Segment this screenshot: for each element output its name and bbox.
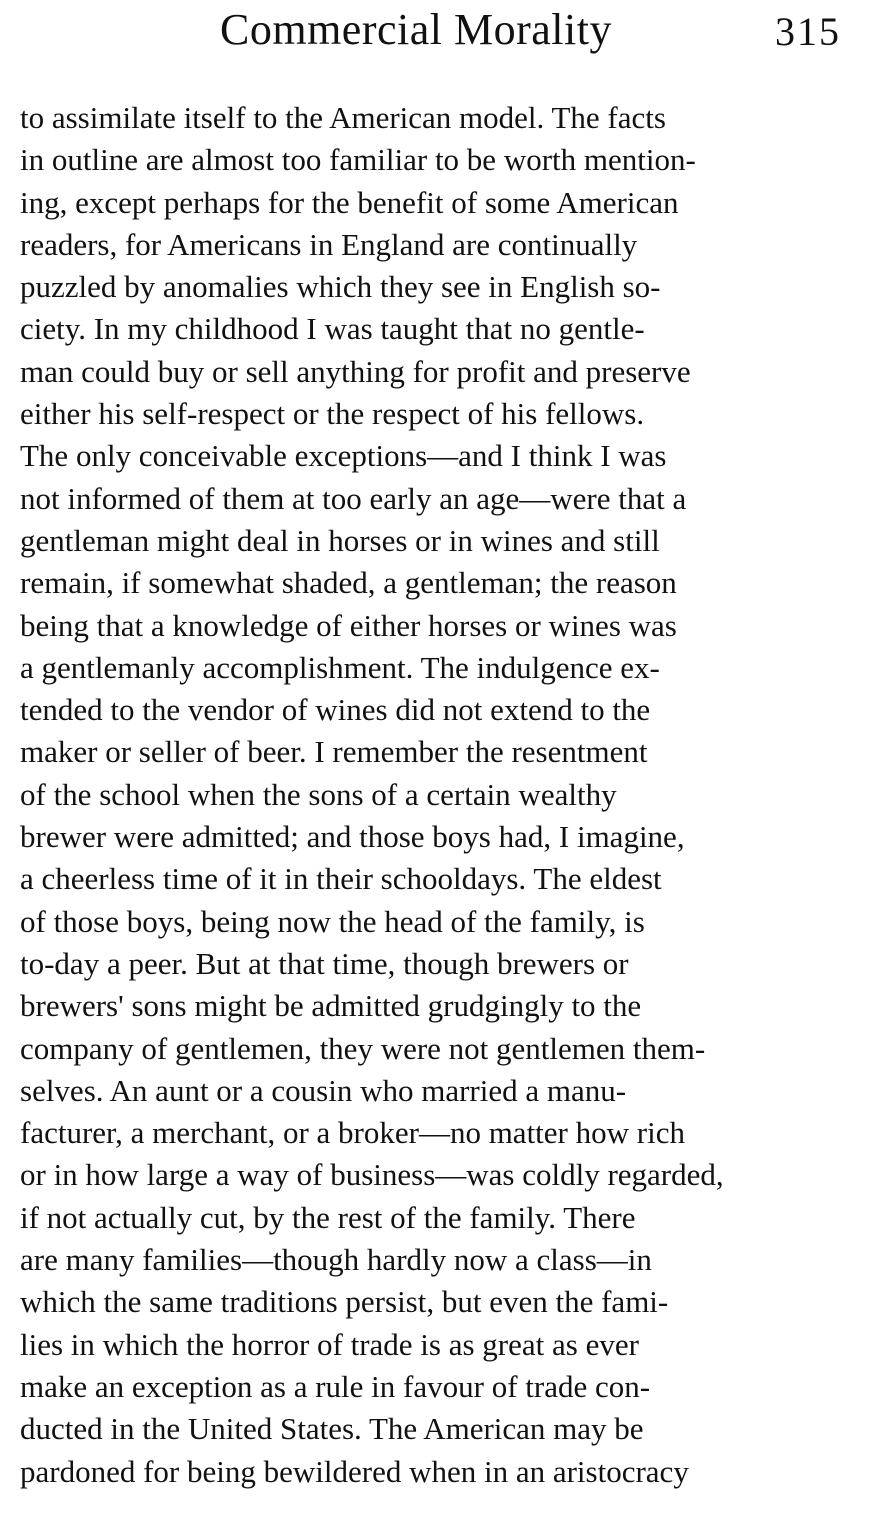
text-line: readers, for Americans in England are continually (20, 226, 638, 262)
text-line: a gentlemanly accomplishment. The indulgence ex- (20, 649, 660, 685)
text-line: lies in which the horror of trade is as great as ever (20, 1326, 639, 1362)
text-line: either his self-respect or the respect of his fellows. (20, 396, 645, 432)
text-line: puzzled by anomalies which they see in English so- (20, 269, 661, 305)
text-line: or in how large a way of business—was coldly regarded, (20, 1157, 724, 1193)
text-line: selves. An aunt or a cousin who married a manu- (20, 1072, 627, 1108)
text-line: The only conceivable exceptions—and I think I was (20, 438, 667, 474)
text-line: are many families—though hardly now a class—in (20, 1242, 652, 1278)
text-line: not informed of them at too early an age—were that a (20, 480, 687, 516)
text-line: brewer were admitted; and those boys had, I imagine, (20, 819, 685, 855)
text-line: facturer, a merchant, or a broker—no matter how rich (20, 1115, 685, 1151)
text-line: of those boys, being now the head of the family, is (20, 903, 645, 939)
text-line: pardoned for being bewildered when in an aristocracy (20, 1453, 689, 1489)
text-line: gentleman might deal in horses or in wines and still (20, 522, 660, 558)
text-line: to-day a peer. But at that time, though brewers or (20, 945, 629, 981)
text-line: make an exception as a rule in favour of trade con- (20, 1368, 651, 1404)
text-line: being that a knowledge of either horses or wines was (20, 607, 677, 643)
running-head (0, 4, 881, 56)
text-line: company of gentlemen, they were not gentlemen them- (20, 1030, 706, 1066)
text-line: ducted in the United States. The American may be (20, 1411, 644, 1447)
text-line: in outline are almost too familiar to be worth mention- (20, 142, 696, 178)
text-line: which the same traditions persist, but even the fami- (20, 1284, 669, 1320)
text-line: man could buy or sell anything for profit and preserve (20, 353, 691, 389)
text-line: to assimilate itself to the American model. The facts (20, 100, 666, 135)
page-number: 315 (775, 9, 841, 54)
text-line: brewers' sons might be admitted grudgingly to the (20, 988, 642, 1024)
text-line: of the school when the sons of a certain wealthy (20, 776, 617, 812)
body-text (20, 97, 843, 1493)
text-line: remain, if somewhat shaded, a gentleman; the reason (20, 565, 677, 601)
text-line: if not actually cut, by the rest of the family. There (20, 1199, 636, 1235)
text-line: ciety. In my childhood I was taught that no gentle- (20, 311, 645, 347)
text-line: ing, except perhaps for the benefit of some American (20, 184, 679, 220)
text-line: tended to the vendor of wines did not extend to the (20, 692, 651, 728)
text-line: maker or seller of beer. I remember the resentment (20, 734, 648, 770)
text-line: a cheerless time of it in their schooldays. The eldest (20, 861, 662, 897)
running-title: Commercial Morality (220, 5, 612, 54)
